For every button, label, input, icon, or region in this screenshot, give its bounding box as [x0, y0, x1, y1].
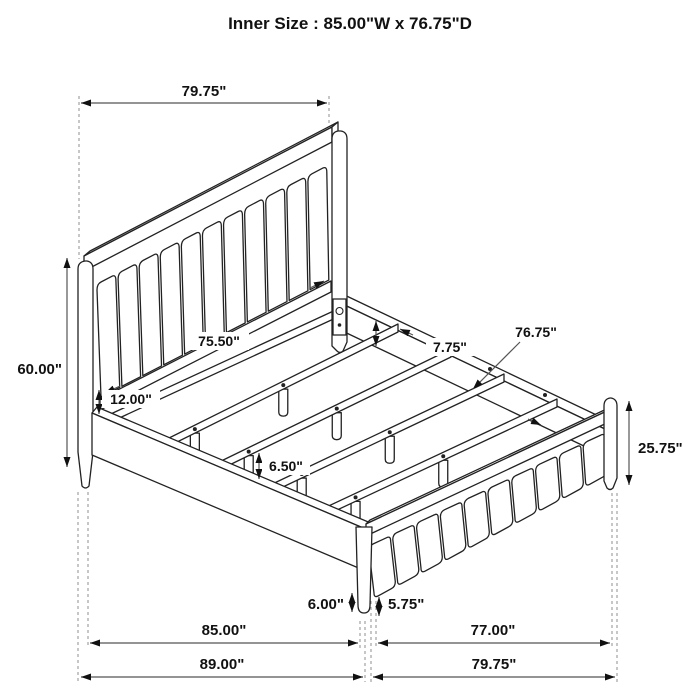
dim-footboard-width-label: 79.75" — [471, 656, 517, 673]
dim-top-width-label: 79.75" — [181, 83, 227, 100]
dim-foot-leg-label: 6.00" — [307, 596, 344, 613]
dim-footboard-height-label: 25.75" — [638, 440, 683, 457]
dim-overall-width-label: 89.00" — [199, 656, 245, 673]
near-side-rail — [92, 407, 373, 572]
dim-headboard-height-label: 60.00" — [17, 361, 62, 378]
dim-center-leg-label: 6.50" — [269, 458, 303, 474]
footboard-right-post — [604, 398, 617, 490]
bracket-pin — [338, 323, 342, 327]
dim-rail-height-label: 7.75" — [433, 339, 467, 355]
headboard-left-post — [78, 261, 93, 488]
dim-inner-headboard-width-label: 75.50" — [198, 333, 240, 349]
dim-deck-offset-label: 12.00" — [110, 391, 152, 407]
foot-leg — [356, 527, 372, 613]
dim-inner-depth-label: 76.75" — [515, 324, 557, 340]
dim-footboard-span-label: 77.00" — [470, 622, 516, 639]
dim-clearance-label: 5.75" — [388, 596, 425, 613]
dim-inner-width-label: 85.00" — [201, 622, 247, 639]
bed-illustration — [78, 122, 617, 613]
page-title: Inner Size : 85.00"W x 76.75"D — [228, 14, 472, 33]
rail-bracket — [333, 299, 346, 335]
